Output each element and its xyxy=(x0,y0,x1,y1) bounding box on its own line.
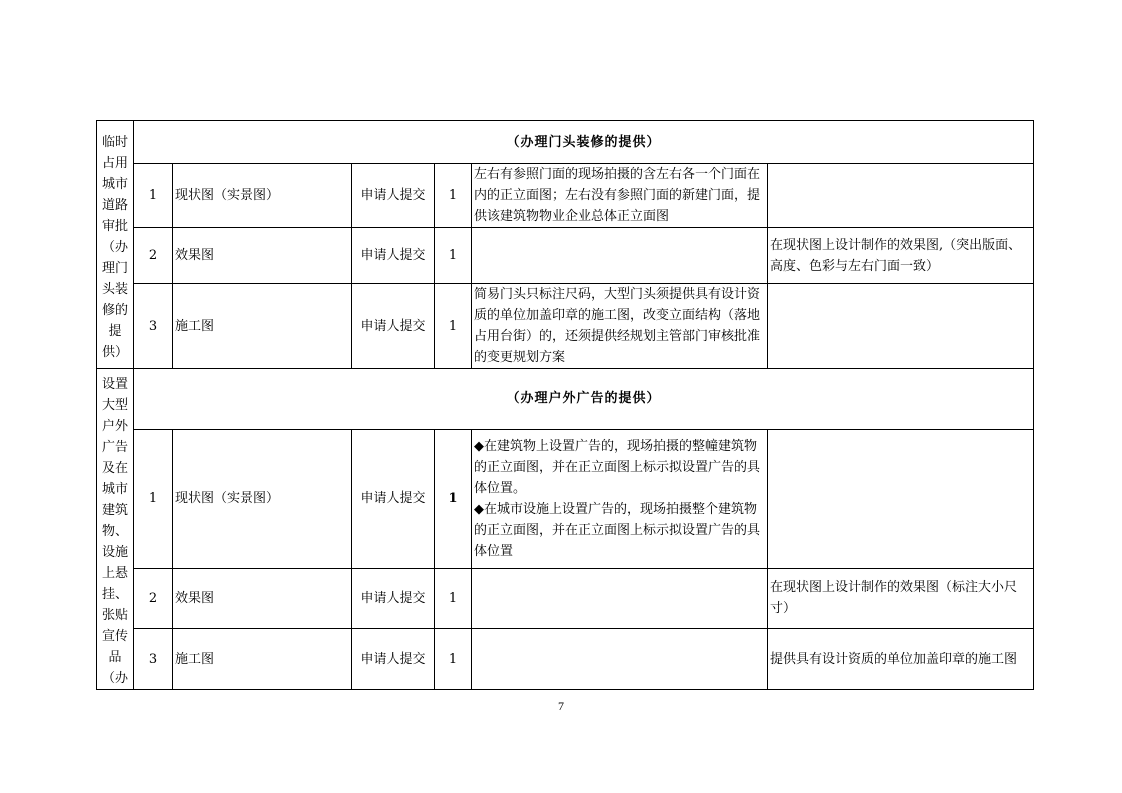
material-name: 施工图 xyxy=(173,284,352,369)
section-title: （办理门头装修的提供） xyxy=(134,121,1034,164)
row-number: 2 xyxy=(134,228,173,284)
material-note xyxy=(768,284,1034,369)
material-requirement: 简易门头只标注尺码，大型门头须提供具有设计资质的单位加盖印章的施工图，改变立面结构（落地占用台街）的，还须提供经规划主管部门审核批准的变更规划方案 xyxy=(472,284,768,369)
material-requirement xyxy=(472,429,768,568)
table-row xyxy=(97,629,1034,690)
category-cell xyxy=(97,369,134,690)
material-source: 申请人提交 xyxy=(352,228,435,284)
category-text: 设置大型户外广告及在城市建筑物、设施上悬挂、张贴宣传品（办 xyxy=(101,377,128,686)
material-count: 1 xyxy=(435,284,472,369)
table-row xyxy=(97,164,1034,228)
row-number: 1 xyxy=(134,429,173,568)
table-row xyxy=(97,568,1034,629)
material-source: 申请人提交 xyxy=(352,429,435,568)
category-text: 临时占用城市道路审批（办理门头装修的提供） xyxy=(101,134,128,360)
material-name: 现状图（实景图） xyxy=(173,164,352,228)
material-note: 提供具有设计资质的单位加盖印章的施工图 xyxy=(768,629,1034,690)
material-count: 1 xyxy=(435,629,472,690)
material-name: 效果图 xyxy=(173,568,352,629)
page-number: 7 xyxy=(558,699,564,713)
row-number: 3 xyxy=(134,284,173,369)
material-requirement xyxy=(472,568,768,629)
material-source: 申请人提交 xyxy=(352,284,435,369)
material-note: 在现状图上设计制作的效果图,（突出版面、高度、色彩与左右门面一致） xyxy=(768,228,1034,284)
requirement-item: ◆在城市设施上设置广告的，现场拍摄整个建筑物的正立面图，并在正立面图上标示拟设置广告的具体位置 xyxy=(474,501,761,559)
table-row xyxy=(97,228,1034,284)
row-number: 1 xyxy=(134,164,173,228)
material-requirement: 左右有参照门面的现场拍摄的含左右各一个门面在内的正立面图；左右没有参照门面的新建门面，提供该建筑物物业企业总体正立面图 xyxy=(472,164,768,228)
table-row xyxy=(97,429,1034,568)
section-header-row xyxy=(97,369,1034,430)
material-source: 申请人提交 xyxy=(352,568,435,629)
material-note: 在现状图上设计制作的效果图（标注大小尺寸） xyxy=(768,568,1034,629)
table-row xyxy=(97,284,1034,369)
material-count-value: 1 xyxy=(448,491,458,507)
material-name: 施工图 xyxy=(173,629,352,690)
material-count xyxy=(435,429,472,568)
materials-table xyxy=(96,120,1034,690)
material-count: 1 xyxy=(435,228,472,284)
material-source: 申请人提交 xyxy=(352,629,435,690)
material-source: 申请人提交 xyxy=(352,164,435,228)
material-name: 效果图 xyxy=(173,228,352,284)
material-count: 1 xyxy=(435,568,472,629)
material-requirement xyxy=(472,228,768,284)
row-number: 3 xyxy=(134,629,173,690)
requirement-item: ◆在建筑物上设置广告的，现场拍摄的整幢建筑物的正立面图，并在正立面图上标示拟设置广告的具体位置。 xyxy=(474,438,761,496)
category-cell xyxy=(97,121,134,369)
material-requirement xyxy=(472,629,768,690)
section-title: （办理户外广告的提供） xyxy=(134,369,1034,430)
section-header-row xyxy=(97,121,1034,164)
material-name: 现状图（实景图） xyxy=(173,429,352,568)
material-note xyxy=(768,164,1034,228)
material-note xyxy=(768,429,1034,568)
row-number: 2 xyxy=(134,568,173,629)
material-count: 1 xyxy=(435,164,472,228)
